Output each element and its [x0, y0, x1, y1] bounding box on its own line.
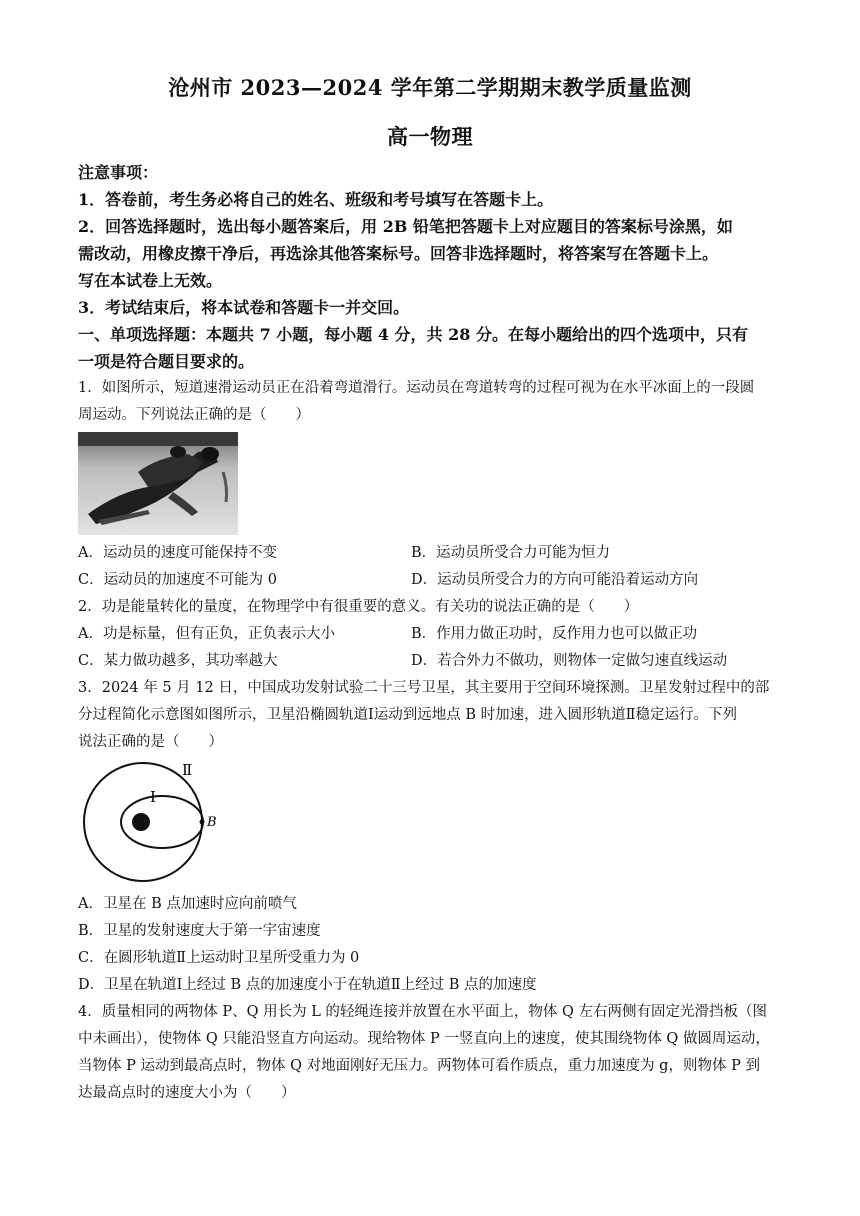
q1-option-c: C．运动员的加速度不可能为 0 — [78, 572, 277, 588]
notice-item-1: 1．答卷前，考生务必将自己的姓名、班级和考号填写在答题卡上。 — [78, 190, 554, 209]
notice-item-2-end: 写在本试卷上无效。 — [78, 271, 223, 290]
section-heading: 一、单项选择题：本题共 7 小题，每小题 4 分，共 28 分。在每小题给出的四个选项中，只有 — [78, 325, 748, 344]
orbit-diagram — [78, 758, 223, 883]
q1-option-b: B．运动员所受合力可能为恒力 — [411, 545, 611, 561]
q2-option-b: B．作用力做正功时，反作用力也可以做正功 — [411, 626, 698, 642]
point-b-label: B — [207, 815, 217, 830]
q3-option-b: B．卫星的发射速度大于第一宇宙速度 — [78, 923, 321, 939]
exam-title: 沧州市 2023—2024 学年第二学期期末教学质量监测 — [168, 75, 692, 100]
q1-option-d: D．运动员所受合力的方向可能沿着运动方向 — [411, 572, 699, 588]
q3-stem-line-1: 3．2024 年 5 月 12 日，中国成功发射试验二十三号卫星，其主要用于空间环境探测。卫星发射过程中的部 — [78, 680, 770, 696]
orbit-i-label: Ⅰ — [150, 788, 156, 806]
notice-item-3: 3．考试结束后，将本试卷和答题卡一并交回。 — [78, 298, 410, 317]
skater-photo — [78, 432, 238, 535]
point-b-dot — [200, 820, 205, 825]
notice-item-2-cont: 需改动，用橡皮擦干净后，再选涂其他答案标号。回答非选择题时，将答案写在答题卡上。 — [78, 244, 719, 263]
q4-stem-line-2: 中未画出），使物体 Q 只能沿竖直方向运动。现给物体 P 一竖直向上的速度，使其围绕物体 Q 做圆周运动， — [78, 1031, 770, 1047]
q4-stem-line-1: 4．质量相同的两物体 P、Q 用长为 L 的轻绳连接并放置在水平面上，物体 Q 左右两侧有固定光滑挡板（图 — [78, 1004, 768, 1020]
section-heading-cont: 一项是符合题目要求的。 — [78, 352, 255, 371]
q1-stem-line-2: 周运动。下列说法正确的是（ ） — [78, 407, 310, 423]
q3-stem-line-2: 分过程简化示意图如图所示，卫星沿椭圆轨道Ⅰ运动到远地点 B 时加速，进入圆形轨道Ⅱ稳定运行。下列 — [78, 707, 737, 723]
q4-stem-line-4: 达最高点时的速度大小为（ ） — [78, 1085, 296, 1101]
exam-subject: 高一物理 — [387, 124, 473, 149]
orbit-ii-label: Ⅱ — [182, 761, 193, 779]
q3-option-d: D．卫星在轨道Ⅰ上经过 B 点的加速度小于在轨道Ⅱ上经过 B 点的加速度 — [78, 977, 537, 993]
q3-option-a: A．卫星在 B 点加速时应向前喷气 — [78, 896, 297, 912]
q3-option-c: C．在圆形轨道Ⅱ上运动时卫星所受重力为 0 — [78, 950, 360, 966]
notice-item-2: 2．回答选择题时，选出每小题答案后，用 2B 铅笔把答题卡上对应题目的答案标号涂黑，如 — [78, 217, 733, 236]
q1-stem-line-1: 1．如图所示，短道速滑运动员正在沿着弯道滑行。运动员在弯道转弯的过程可视为在水平冰面上的一段圆 — [78, 380, 755, 396]
earth-dot — [132, 813, 150, 831]
q1-option-a: A．运动员的速度可能保持不变 — [78, 545, 277, 561]
q2-option-c: C．某力做功越多，其功率越大 — [78, 653, 278, 669]
q2-stem: 2．功是能量转化的量度，在物理学中有很重要的意义。有关功的说法正确的是（ ） — [78, 599, 639, 615]
notice-heading: 注意事项： — [78, 163, 159, 182]
q2-option-a: A．功是标量，但有正负，正负表示大小 — [78, 626, 335, 642]
q2-option-d: D．若合外力不做功，则物体一定做匀速直线运动 — [411, 653, 728, 669]
q4-stem-line-3: 当物体 P 运动到最高点时，物体 Q 对地面刚好无压力。两物体可看作质点，重力加速度为 g，则物体 P 到 — [78, 1058, 760, 1074]
q3-stem-line-3: 说法正确的是（ ） — [78, 734, 223, 750]
